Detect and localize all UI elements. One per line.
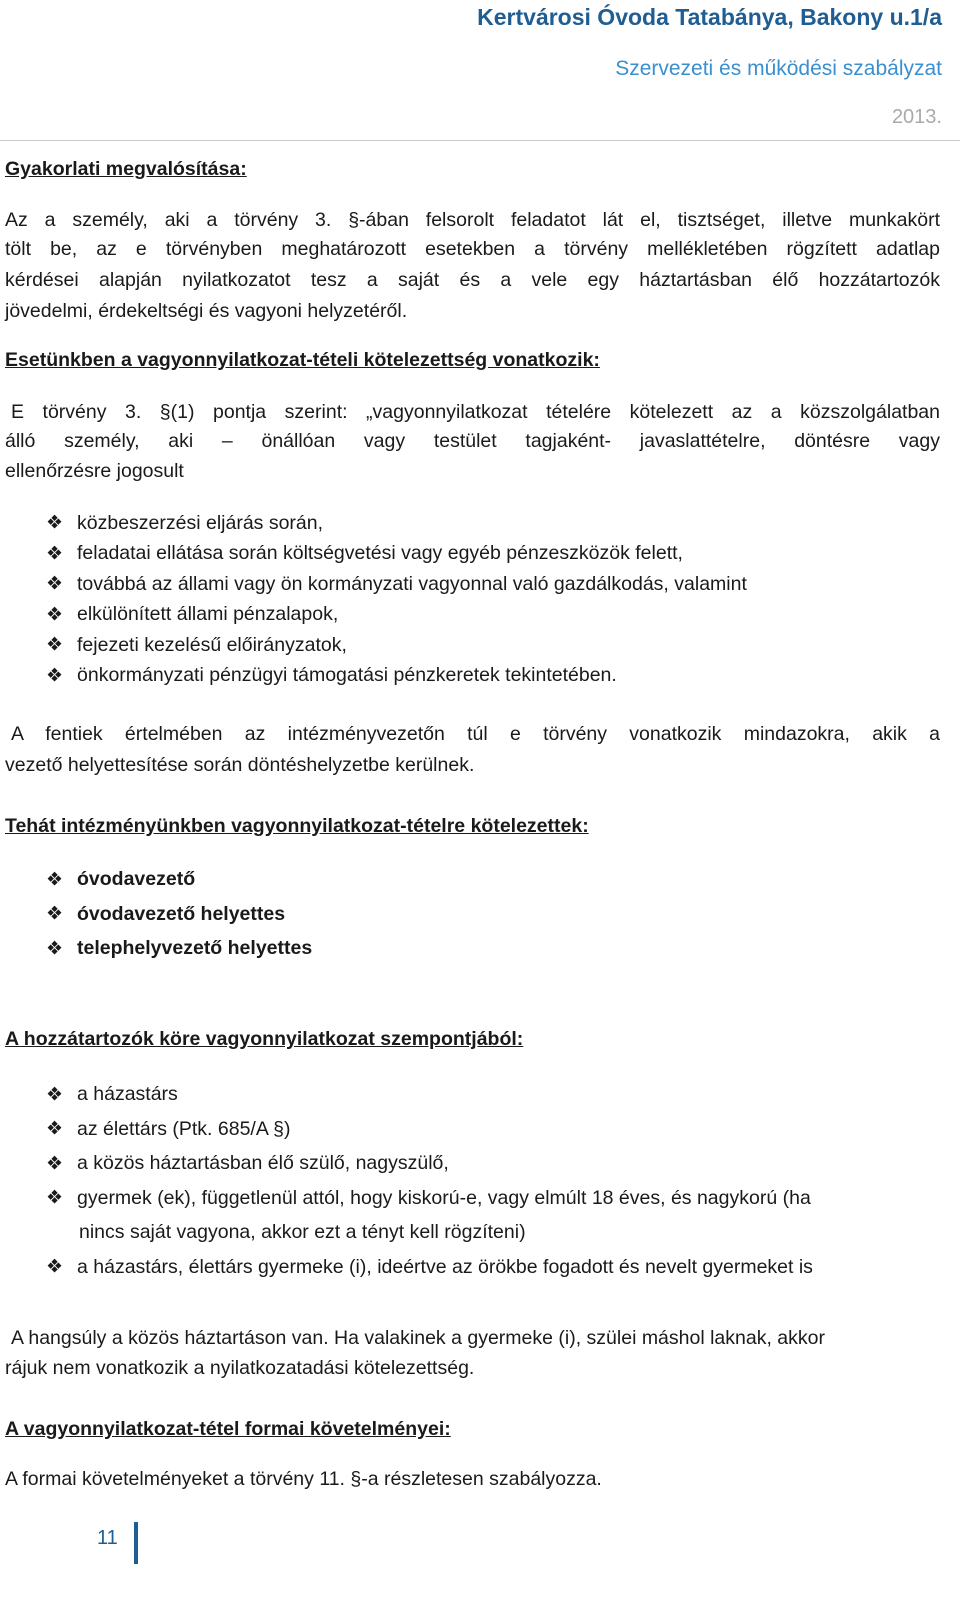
diamond-bullet-icon: ❖ xyxy=(46,512,64,534)
list-item: ❖ az élettárs (Ptk. 685/A §) xyxy=(46,1118,291,1140)
paragraph-line: tölt be, az e törvényben meghatározott esetekben a törvény mellékletében rögzített adatlap xyxy=(5,238,940,260)
paragraph-line: álló személy, aki – önállóan vagy testület tagjaként- javaslattételre, döntésre vagy xyxy=(5,430,940,452)
list-item: ❖ önkormányzati pénzügyi támogatási pénzkeretek tekintetében. xyxy=(46,664,617,686)
diamond-bullet-icon: ❖ xyxy=(46,573,64,595)
relatives-list xyxy=(0,1077,950,1284)
list-item: ❖ közbeszerzési eljárás során, xyxy=(46,512,324,534)
list-item: ❖ telephelyvezető helyettes xyxy=(46,937,313,959)
paragraph-line: A fentiek értelmében az intézményvezetőn túl e törvény vonatkozik mindazokra, akik a xyxy=(11,723,940,745)
paragraph-line: A hangsúly a közös háztartáson van. Ha valakinek a gyermeke (i), szülei máshol laknak, akkor xyxy=(11,1327,825,1349)
list-item: ❖ óvodavezető helyettes xyxy=(46,903,286,925)
list-item: ❖ fejezeti kezelésű előirányzatok, xyxy=(46,634,347,656)
list-item: ❖ továbbá az állami vagy ön kormányzati vagyonnal való gazdálkodás, valamint xyxy=(46,573,747,595)
section-heading-formal-requirements: A vagyonnyilatkozat-tétel formai követelményei: xyxy=(5,1418,451,1440)
list-item: ❖ gyermek (ek), függetlenül attól, hogy kiskorú-e, vagy elmúlt 18 éves, és nagykorú (ha xyxy=(46,1187,811,1209)
paragraph-line: kérdései alapján nyilatkozatot tesz a saját és a vele egy háztartásban élő hozzátartozók xyxy=(5,269,940,291)
list-item: ❖ a házastárs xyxy=(46,1083,178,1105)
section-heading-practice: Gyakorlati megvalósítása: xyxy=(5,158,247,180)
section-heading-obligation: Esetünkben a vagyonnyilatkozat-tételi kötelezettség vonatkozik: xyxy=(5,349,600,371)
list-item: ❖ óvodavezető xyxy=(46,868,196,890)
list-item: ❖ elkülönített állami pénzalapok, xyxy=(46,603,339,625)
diamond-bullet-icon: ❖ xyxy=(46,604,64,625)
diamond-bullet-icon: ❖ xyxy=(46,1256,64,1278)
document-title: Kertvárosi Óvoda Tatabánya, Bakony u.1/a xyxy=(477,4,942,30)
paragraph-line: E törvény 3. §(1) pontja szerint: „vagyonnyilatkozat tételére kötelezett az a közszolgálatban xyxy=(11,401,940,423)
list-item: ❖ feladatai ellátása során költségvetési vagy egyéb pénzeszközök felett, xyxy=(46,542,683,564)
section-heading-relatives: A hozzátartozók köre vagyonnyilatkozat szempontjából: xyxy=(5,1028,524,1050)
list-item: ❖ a házastárs, élettárs gyermeke (i), ideértve az örökbe fogadott és nevelt gyermeket is xyxy=(46,1256,813,1278)
paragraph-line: vezető helyettesítése során döntéshelyzetbe kerülnek. xyxy=(5,754,475,776)
diamond-bullet-icon: ❖ xyxy=(46,1084,64,1105)
diamond-bullet-icon: ❖ xyxy=(46,938,64,959)
paragraph-line: rájuk nem vonatkozik a nyilatkozatadási kötelezettség. xyxy=(5,1357,475,1379)
page-number: 11 xyxy=(97,1527,118,1549)
paragraph-line: ellenőrzésre jogosult xyxy=(5,460,184,482)
section-heading-obligated: Tehát intézményünkben vagyonnyilatkozat-tételre kötelezettek: xyxy=(5,815,589,837)
diamond-bullet-icon: ❖ xyxy=(46,543,64,564)
diamond-bullet-icon: ❖ xyxy=(46,665,64,686)
diamond-bullet-icon: ❖ xyxy=(46,634,64,656)
document-subtitle: Szervezeti és működési szabályzat xyxy=(615,57,942,80)
list-item-continuation: nincs saját vagyona, akkor ezt a tényt kell rögzíteni) xyxy=(79,1221,526,1243)
list-item: ❖ a közös háztartásban élő szülő, nagyszülő, xyxy=(46,1152,449,1174)
obligation-scope-list xyxy=(0,508,950,691)
diamond-bullet-icon: ❖ xyxy=(46,903,64,925)
document-year: 2013. xyxy=(891,106,942,128)
paragraph-line: jövedelmi, érdekeltségi és vagyoni helyzetéről. xyxy=(5,300,408,322)
obligated-persons-list xyxy=(0,862,950,966)
diamond-bullet-icon: ❖ xyxy=(46,1118,64,1140)
diamond-bullet-icon: ❖ xyxy=(46,869,64,890)
diamond-bullet-icon: ❖ xyxy=(46,1153,64,1174)
header-divider xyxy=(0,140,960,141)
paragraph-line: A formai követelményeket a törvény 11. §-a részletesen szabályozza. xyxy=(5,1468,602,1490)
page-number-bar xyxy=(134,1522,138,1564)
diamond-bullet-icon: ❖ xyxy=(46,1187,64,1209)
paragraph-line: Az a személy, aki a törvény 3. §-ában felsorolt feladatot lát el, tisztséget, illetve munkakört xyxy=(5,209,940,231)
